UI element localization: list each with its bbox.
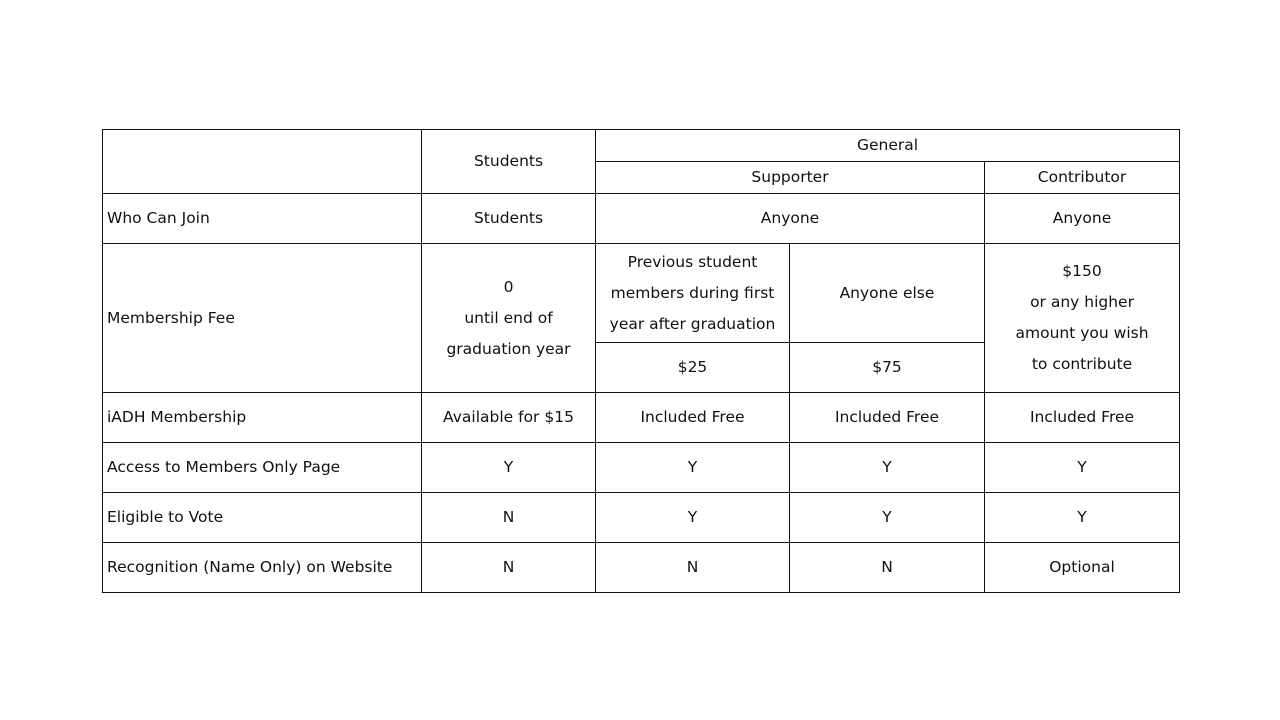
cell-who-can-join-contributor: Anyone (985, 194, 1180, 244)
header-row-top (103, 130, 1180, 162)
header-general: General (596, 130, 1180, 162)
cell-who-can-join-students: Students (422, 194, 596, 244)
cell-fee-students (422, 244, 596, 393)
row-iadh-membership (103, 393, 1180, 443)
fee-contributor-line: or any higher (1030, 293, 1134, 311)
cell-fee-previous-student-desc (596, 244, 790, 343)
row-label-membership-fee: Membership Fee (103, 244, 422, 393)
cell-iadh-contributor: Included Free (985, 393, 1180, 443)
cell-recognition-contributor: Optional (985, 543, 1180, 593)
fee-students-line: until end of (464, 308, 553, 327)
row-membership-fee-top (103, 244, 1180, 343)
cell-vote-contributor: Y (985, 493, 1180, 543)
cell-recognition-supporter-else: N (790, 543, 985, 593)
row-label-access: Access to Members Only Page (103, 443, 422, 493)
row-eligible-to-vote (103, 493, 1180, 543)
row-label-who-can-join: Who Can Join (103, 194, 422, 244)
fee-students-line: 0 (503, 277, 514, 296)
cell-access-supporter-previous: Y (596, 443, 790, 493)
cell-vote-supporter-else: Y (790, 493, 985, 543)
fee-contributor-line: to contribute (1031, 355, 1133, 373)
cell-fee-anyone-else-desc: Anyone else (790, 244, 985, 343)
row-label-iadh: iADH Membership (103, 393, 422, 443)
cell-recognition-supporter-previous: N (596, 543, 790, 593)
header-contributor: Contributor (985, 162, 1180, 194)
cell-recognition-students: N (422, 543, 596, 593)
row-who-can-join (103, 194, 1180, 244)
header-supporter: Supporter (596, 162, 985, 194)
header-students: Students (422, 130, 596, 194)
fee-contributor-line: $150 (1062, 262, 1102, 280)
cell-iadh-students: Available for $15 (422, 393, 596, 443)
cell-access-supporter-else: Y (790, 443, 985, 493)
cell-iadh-supporter-previous: Included Free (596, 393, 790, 443)
header-empty-corner (103, 130, 422, 194)
fee-previous-student-line: Previous student (627, 252, 758, 271)
cell-access-contributor: Y (985, 443, 1180, 493)
row-recognition (103, 543, 1180, 593)
membership-comparison-table (102, 129, 1180, 593)
row-label-recognition: Recognition (Name Only) on Website (103, 543, 422, 593)
cell-access-students: Y (422, 443, 596, 493)
row-access-members-page (103, 443, 1180, 493)
cell-vote-supporter-previous: Y (596, 493, 790, 543)
fee-previous-student-line: year after graduation (609, 314, 776, 333)
cell-vote-students: N (422, 493, 596, 543)
cell-fee-contributor (985, 244, 1180, 393)
cell-who-can-join-supporter: Anyone (596, 194, 985, 244)
fee-students-line: graduation year (446, 339, 571, 358)
fee-contributor-line: amount you wish (1015, 324, 1149, 342)
cell-fee-previous-student-amount: $25 (596, 343, 790, 393)
cell-iadh-supporter-else: Included Free (790, 393, 985, 443)
fee-previous-student-line: members during first (610, 283, 775, 302)
cell-fee-anyone-else-amount: $75 (790, 343, 985, 393)
row-label-vote: Eligible to Vote (103, 493, 422, 543)
